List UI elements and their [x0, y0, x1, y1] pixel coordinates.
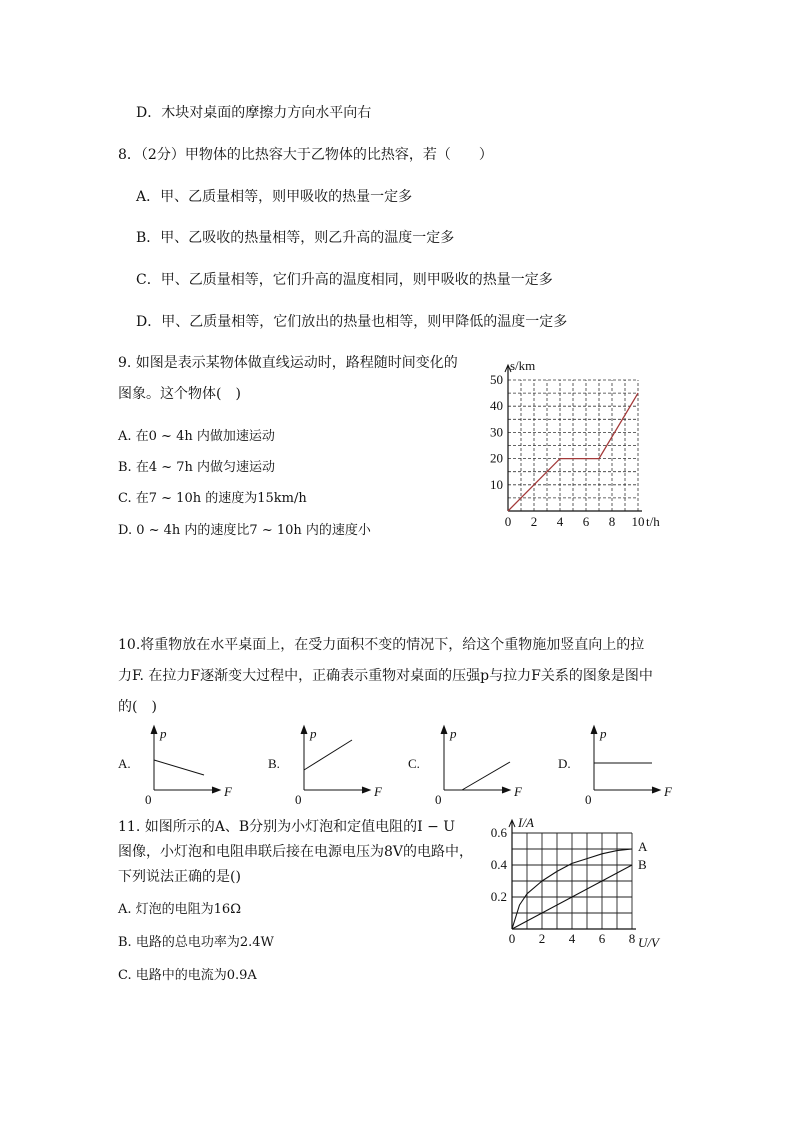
q8-stem: 8．（2分）甲物体的比热容大于乙物体的比热容，若（ ） [118, 147, 493, 163]
graph-option-label: A. [118, 756, 131, 771]
graph-option-label: B. [268, 756, 280, 771]
y-axis-label: p [310, 726, 317, 741]
graph-line [154, 760, 204, 775]
q10-graph-row [110, 722, 672, 807]
current-voltage-chart [480, 812, 680, 952]
x-axis-label: F [374, 784, 382, 799]
y-axis-label: p [600, 726, 607, 741]
q10-stem-line1: 10.将重物放在水平桌面上，在受力面积不变的情况下，给这个重物施加竖直向上的拉 [118, 637, 645, 653]
x-axis-label: U/V [638, 935, 659, 950]
graph-option-label: D. [558, 756, 571, 771]
q9-option-b: B. 在4 ~ 7h 内做匀速运动 [118, 460, 276, 475]
q11-stem-line2: 图像，小灯泡和电阻串联后接在电源电压为8V的电路中， [118, 844, 474, 860]
graph-line [304, 740, 352, 770]
q8-option-c: C．甲、乙质量相等，它们升高的温度相同，则甲吸收的热量一定多 [136, 272, 553, 288]
series-a-label: A [638, 839, 648, 854]
distance-time-chart [470, 350, 700, 540]
x-axis-label: F [224, 784, 232, 799]
x-tick-label: 2 [538, 931, 546, 946]
q10-stem-line3: 的( ) [118, 699, 157, 715]
y-axis-label: I/A [518, 815, 534, 830]
q9-stem-line1: 9. 如图是表示某物体做直线运动时，路程随时间变化的 [118, 355, 458, 371]
q11-option-a: A. 灯泡的电阻为16Ω [118, 902, 241, 917]
y-axis-arrow [151, 726, 157, 734]
y-axis-label: p [160, 726, 167, 741]
q11-stem-line1: 11. 如图所示的A、B分别为小灯泡和定值电阻的I − U [118, 819, 456, 835]
x-axis-label: F [664, 784, 672, 799]
y-tick-label: 50 [490, 372, 503, 387]
y-tick-label: 40 [490, 398, 503, 414]
x-tick-label: 6 [598, 931, 606, 946]
q8-option-a: A．甲、乙质量相等，则甲吸收的热量一定多 [136, 189, 413, 205]
x-axis-arrow [212, 787, 220, 793]
x-axis-arrow [362, 787, 370, 793]
origin-label: 0 [295, 792, 302, 807]
q10-graph-b [268, 726, 383, 807]
q11-option-b: B. 电路的总电功率为2.4W [118, 935, 274, 950]
x-tick-label: 0 [508, 931, 516, 946]
q11-stem-line3: 下列说法正确的是() [118, 869, 241, 885]
x-tick-label: 4 [568, 931, 576, 946]
q9-option-d: D. 0 ~ 4h 内的速度比7 ~ 10h 内的速度小 [118, 523, 371, 538]
chart-series [512, 839, 648, 929]
y-tick-label: 10 [490, 476, 503, 492]
q7-option-d: D．木块对桌面的摩擦力方向水平向右 [136, 105, 372, 121]
y-axis-arrow [441, 726, 447, 734]
x-tick-label: 6 [582, 514, 590, 529]
q10-graph-d [558, 726, 673, 807]
y-tick-label: 0.4 [490, 857, 507, 872]
x-axis-label: F [514, 784, 522, 799]
y-axis-arrow [301, 726, 307, 734]
q9-option-c: C. 在7 ~ 10h 的速度为15km/h [118, 491, 307, 506]
y-axis-label: s/km [510, 358, 536, 373]
x-tick-label: 0 [504, 514, 512, 529]
y-tick-label: 30 [490, 424, 503, 440]
x-tick-label: 8 [608, 514, 616, 529]
chart-grid [512, 833, 632, 929]
graph-option-label: C. [408, 756, 420, 771]
x-tick-label: 8 [628, 931, 636, 946]
q8-option-b: B．甲、乙吸收的热量相等，则乙升高的温度一定多 [136, 230, 455, 246]
q10-graph-a [118, 726, 233, 807]
series-b-label: B [638, 857, 647, 872]
q11-option-c: C. 电路中的电流为0.9A [118, 968, 257, 983]
q8-option-d: D．甲、乙质量相等，它们放出的热量也相等，则甲降低的温度一定多 [136, 314, 568, 330]
chart-axes [505, 365, 642, 511]
origin-label: 0 [435, 792, 442, 807]
x-axis-arrow [502, 787, 510, 793]
x-axis-label: t/h [646, 514, 660, 529]
y-axis-label: p [450, 726, 457, 741]
q9-stem-line2: 图象。这个物体( ) [118, 386, 241, 402]
origin-label: 0 [145, 792, 152, 807]
x-tick-label: 4 [556, 514, 564, 529]
x-tick-label: 10 [631, 514, 645, 529]
x-axis-arrow [652, 787, 660, 793]
y-tick-label: 20 [490, 450, 503, 466]
q10-stem-line2: 力F. 在拉力F逐渐变大过程中，正确表示重物对桌面的压强p与拉力F关系的图象是图中 [118, 668, 653, 684]
y-axis-arrow [591, 726, 597, 734]
q9-option-a: A. 在0 ~ 4h 内做加速运动 [118, 429, 275, 444]
origin-label: 0 [585, 792, 592, 807]
y-tick-label: 0.6 [490, 825, 507, 840]
x-tick-label: 2 [530, 514, 538, 529]
q10-graph-c [408, 726, 523, 807]
graph-line [462, 762, 510, 790]
y-tick-label: 0.2 [490, 889, 507, 904]
